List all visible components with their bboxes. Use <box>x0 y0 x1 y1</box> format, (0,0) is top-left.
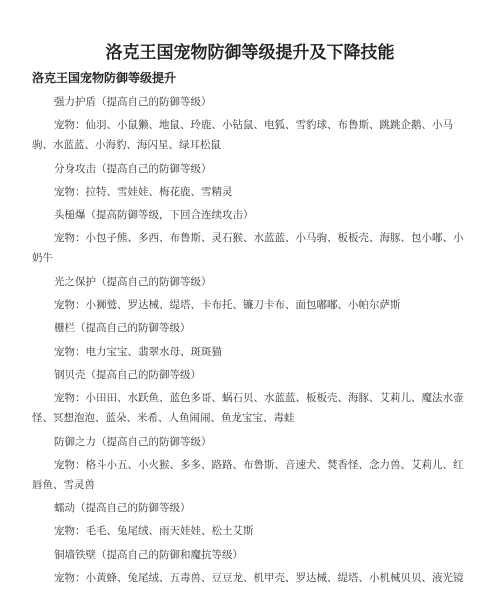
document-body <box>32 92 472 591</box>
pet-list-line: 宠物：小包子熊、多西、布鲁斯、灵石猴、水蓝蓝、小马驹、板板壳、海豚、包小嘟、小奶牛 <box>32 232 464 265</box>
section-heading: 洛克王国宠物防御等级提升 <box>32 71 177 85</box>
document-title: 洛克王国宠物防御等级提升及下降技能 <box>105 43 395 63</box>
skill-name-line: 钢贝壳（提高自己的防御等级） <box>54 368 201 381</box>
pet-list-line: 宠物：毛毛、兔尾绒、雨天娃娃、松土艾斯 <box>54 525 254 538</box>
skill-name-line: 铜墙铁壁（提高自己的防御和魔抗等级） <box>54 548 243 561</box>
skill-name-line: 蠕动（提高自己的防御等级） <box>54 502 191 515</box>
skill-name-line: 栅栏（提高自己的防御等级） <box>54 322 191 335</box>
pet-list-line: 宠物：仙羽、小鼠獭、地鼠、玲鹿、小钻鼠、电狐、雪豹球、布鲁斯、跳跳企鹅、小马驹、水蓝蓝、小海豹、海闪星、绿耳松鼠 <box>32 119 453 152</box>
pet-list-line: 宠物：小黄蜂、兔尾绒、五毒兽、豆豆龙、机甲壳、罗达械、缇塔、小机械贝贝、液光镜 <box>54 572 464 585</box>
skill-name-line: 头槌爆（提高防御等级，下回合连续攻击） <box>54 209 254 222</box>
skill-name-line: 强力护盾（提高自己的防御等级） <box>54 96 212 108</box>
skill-name-line: 分身攻击（提高自己的防御等级） <box>54 162 212 175</box>
skill-name-line: 光之保护（提高自己的防御等级） <box>54 275 212 288</box>
pet-list-line: 宠物：小狮鹫、罗达械、缇塔、卡布托、镰刀卡布、面包嘟嘟、小帕尔萨斯 <box>54 299 401 312</box>
pet-list-line: 宠物：电力宝宝、翡翠水母、斑斑猫 <box>54 345 222 358</box>
pet-list-line: 宠物：拉特、雪娃娃、梅花鹿、雪精灵 <box>54 185 233 198</box>
pet-list-line: 宠物：格斗小五、小火猴、多多、路路、布鲁斯、音速犬、焚香怪、念力兽、艾莉儿、红唇鱼、雪灵兽 <box>32 458 464 491</box>
skill-name-line: 防御之力（提高自己的防御等级） <box>54 435 212 448</box>
pet-list-line: 宠物：小田田、水跃鱼、蓝色多哥、蜗石贝、水蓝蓝、板板壳、海豚、艾莉儿、魔法水壶怪、冥想泡泡、蓝朵、米希、人鱼闹闹、鱼龙宝宝、毒蛙 <box>32 392 464 425</box>
